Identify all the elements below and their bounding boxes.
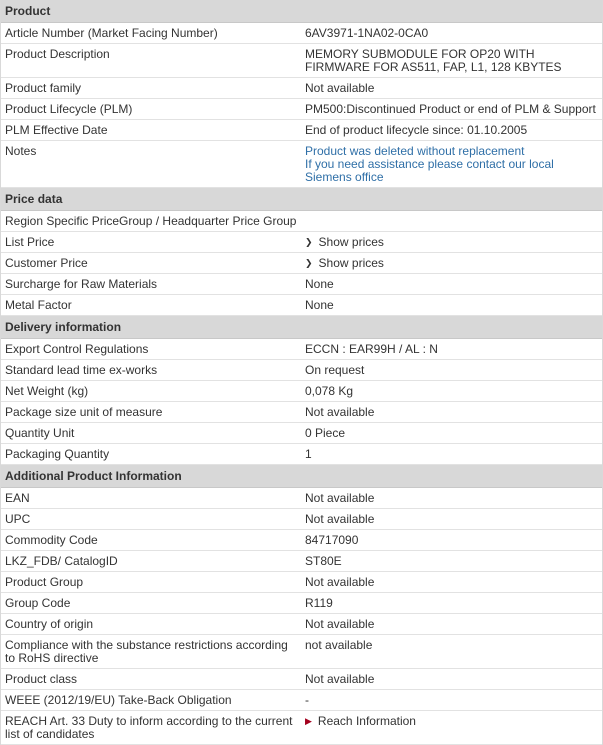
field-label: Standard lead time ex-works [5,363,158,377]
row-weee-2012-19-eu-take-back-obligation [1,690,602,711]
field-label: Product Lifecycle (PLM) [5,102,133,116]
action-label: Show prices [318,235,384,249]
field-value: None [305,277,334,291]
field-label: Surcharge for Raw Materials [5,277,158,291]
field-value: Not available [305,575,375,589]
row-notes [1,141,602,188]
field-label: Product Description [5,47,110,61]
field-value: 6AV3971-1NA02-0CA0 [305,26,429,40]
field-label: Article Number (Market Facing Number) [5,26,218,40]
row-group-code [1,593,602,614]
section-header-product: Product [1,0,602,23]
row-packaging-quantity [1,444,602,465]
field-label: Packaging Quantity [5,447,110,461]
row-ean [1,488,602,509]
field-label: Product Group [5,575,84,589]
field-value: PM500:Discontinued Product or end of PLM & Support [305,102,596,116]
row-export-control-regulations [1,339,602,360]
row-list-price [1,232,602,253]
field-label: Package size unit of measure [5,405,163,419]
row-package-size-unit-of-measure [1,402,602,423]
chevron-right-icon: ❯ [305,258,313,268]
action-label: Show prices [318,256,384,270]
field-value: R119 [305,596,333,610]
field-label: Export Control Regulations [5,342,149,356]
field-value: On request [305,363,365,377]
field-label: REACH Art. 33 Duty to inform according to the current list of candidates [5,714,293,741]
field-value: 0 Piece [305,426,346,440]
row-upc [1,509,602,530]
field-value: 84717090 [305,533,359,547]
field-label: Customer Price [5,256,88,270]
field-label: Metal Factor [5,298,72,312]
reach-information-link[interactable] [301,711,602,744]
row-product-lifecycle-plm [1,99,602,120]
field-value: Not available [305,512,375,526]
field-value: ECCN : EAR99H / AL : N [305,342,438,356]
field-value: Not available [305,617,375,631]
field-label: LKZ_FDB/ CatalogID [5,554,118,568]
section-header-delivery-information: Delivery information [1,316,602,339]
row-commodity-code [1,530,602,551]
field-value: ST80E [305,554,342,568]
row-product-family [1,78,602,99]
field-label: EAN [5,491,30,505]
field-value: Not available [305,491,375,505]
row-region-specific-pricegroup-headquarter-p [1,211,602,232]
field-label: List Price [5,235,55,249]
row-quantity-unit [1,423,602,444]
field-value: Not available [305,81,375,95]
row-product-group [1,572,602,593]
field-label: Region Specific PriceGroup / Headquarter Price Group [5,214,297,228]
row-article-number-market-facing-number [1,23,602,44]
row-customer-price [1,253,602,274]
field-label: Quantity Unit [5,426,75,440]
row-country-of-origin [1,614,602,635]
field-value: 1 [305,447,312,461]
field-value: Not available [305,672,375,686]
field-label: Net Weight (kg) [5,384,89,398]
notes-link[interactable]: Product was deleted without replacement If you need assistance please contact our local Siemens office [305,144,554,184]
field-value: MEMORY SUBMODULE FOR OP20 WITH FIRMWARE FOR AS511, FAP, L1, 128 KBYTES [305,47,562,74]
field-value: not available [305,638,373,652]
field-value: End of product lifecycle since: 01.10.2005 [305,123,528,137]
field-label: Group Code [5,596,71,610]
section-header-price-data: Price data [1,188,602,211]
field-value: 0,078 Kg [305,384,354,398]
row-product-class [1,669,602,690]
field-label: UPC [5,512,31,526]
row-standard-lead-time-ex-works [1,360,602,381]
field-label: PLM Effective Date [5,123,108,137]
row-reach-art-33-duty-to-inform-according-to [1,711,602,745]
field-value: - [305,693,309,707]
show-prices-link[interactable] [301,232,602,252]
field-value: Not available [305,405,375,419]
row-lkz-fdb-catalogid [1,551,602,572]
section-header-additional-product-information: Additional Product Information [1,465,602,488]
show-prices-link[interactable] [301,253,602,273]
field-label: Commodity Code [5,533,98,547]
action-label: Reach Information [317,714,416,728]
chevron-right-icon: ❯ [305,237,313,247]
row-net-weight-kg [1,381,602,402]
field-label: Product class [5,672,78,686]
row-compliance-with-the-substance-restrictio [1,635,602,669]
field-label: Country of origin [5,617,94,631]
field-label: Compliance with the substance restrictions according to RoHS directive [5,638,288,665]
row-metal-factor [1,295,602,316]
field-label: Product family [5,81,82,95]
row-plm-effective-date [1,120,602,141]
triangle-right-icon: ▶ [305,716,312,726]
row-product-description [1,44,602,78]
field-value: None [305,298,334,312]
row-surcharge-for-raw-materials [1,274,602,295]
field-label: WEEE (2012/19/EU) Take-Back Obligation [5,693,232,707]
field-label: Notes [5,144,37,158]
